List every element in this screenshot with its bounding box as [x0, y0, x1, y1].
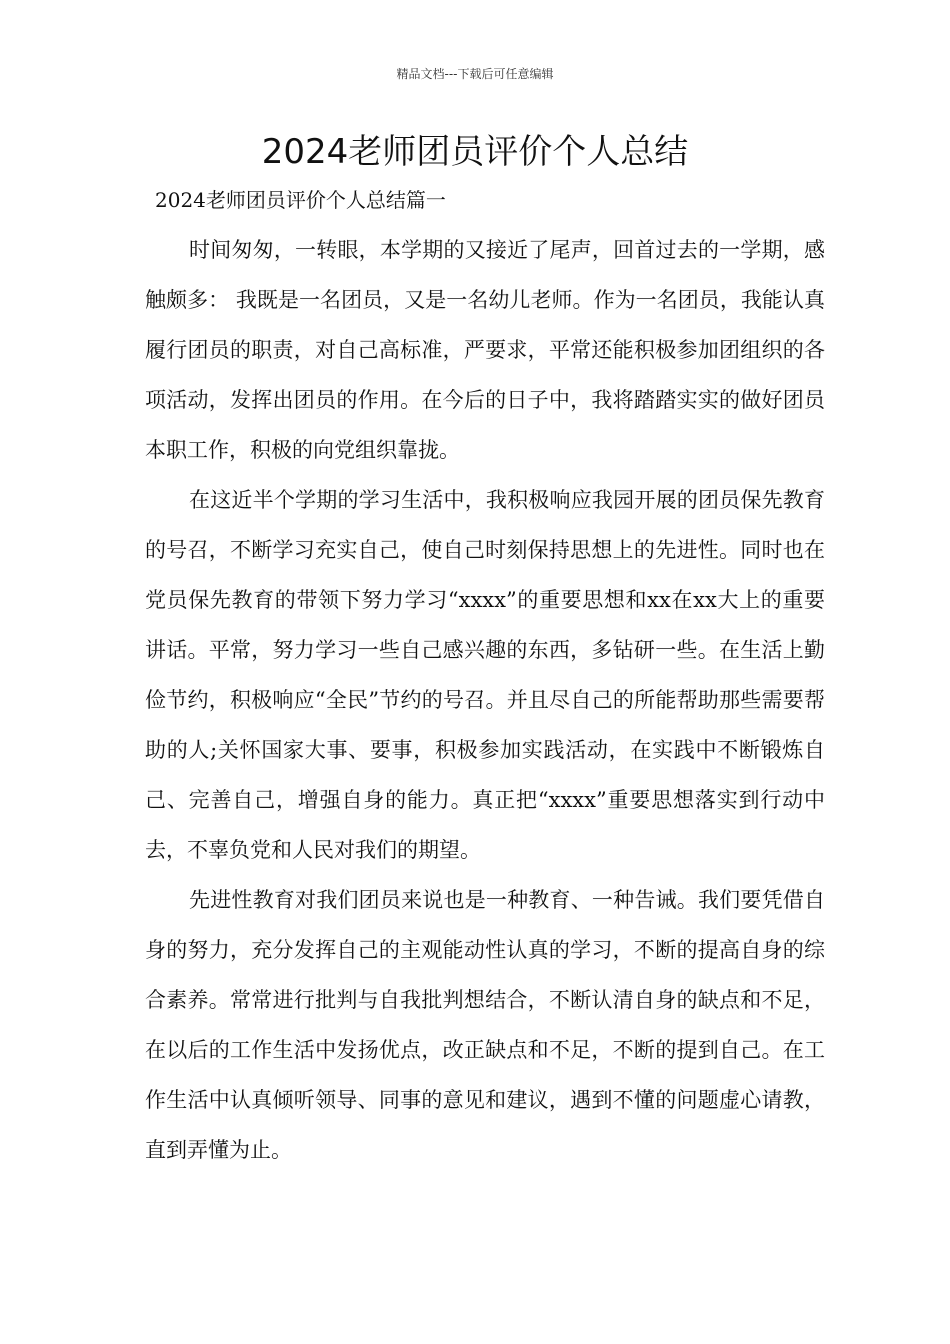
- paragraph-1: 时间匆匆，一转眼，本学期的又接近了尾声，回首过去的一学期，感触颇多： 我既是一名团员，又是一名幼儿老师。作为一名团员，我能认真履行团员的职责，对自己高标准，严要求，平常还能积极参加团组织的各项活动，发挥出团员的作用。在今后的日子中，我将踏踏实实的做好团员本职工作，积极的向党组织靠拢。: [145, 238, 825, 462]
- section-heading: 2024老师团员评价个人总结篇一: [155, 188, 446, 212]
- paragraph-3: 先进性教育对我们团员来说也是一种教育、一种告诫。我们要凭借自身的努力，充分发挥自己的主观能动性认真的学习，不断的提高自身的综合素养。常常进行批判与自我批判想结合，不断认清自身的缺点和不足，在以后的工作生活中发扬优点，改正缺点和不足，不断的提到自己。在工作生活中认真倾听领导、同事的意见和建议，遇到不懂的问题虚心请教，直到弄懂为止。: [145, 888, 825, 1162]
- header-note: 精品文档---下载后可任意编辑: [396, 67, 554, 81]
- document-body: [145, 225, 825, 1175]
- paragraph-2: 在这近半个学期的学习生活中，我积极响应我园开展的团员保先教育的号召，不断学习充实自己，使自己时刻保持思想上的先进性。同时也在党员保先教育的带领下努力学习“xxxx”的重要思想和xx在xx大上的重要讲话。平常，努力学习一些自己感兴趣的东西，多钻研一些。在生活上勤俭节约，积极响应“全民”节约的号召。并且尽自己的所能帮助那些需要帮助的人;关怀国家大事、要事，积极参加实践活动，在实践中不断锻炼自己、完善自己，增强自身的能力。真正把“xxxx”重要思想落实到行动中去，不辜负党和人民对我们的期望。: [145, 488, 825, 862]
- document-title: 2024老师团员评价个人总结: [261, 132, 689, 172]
